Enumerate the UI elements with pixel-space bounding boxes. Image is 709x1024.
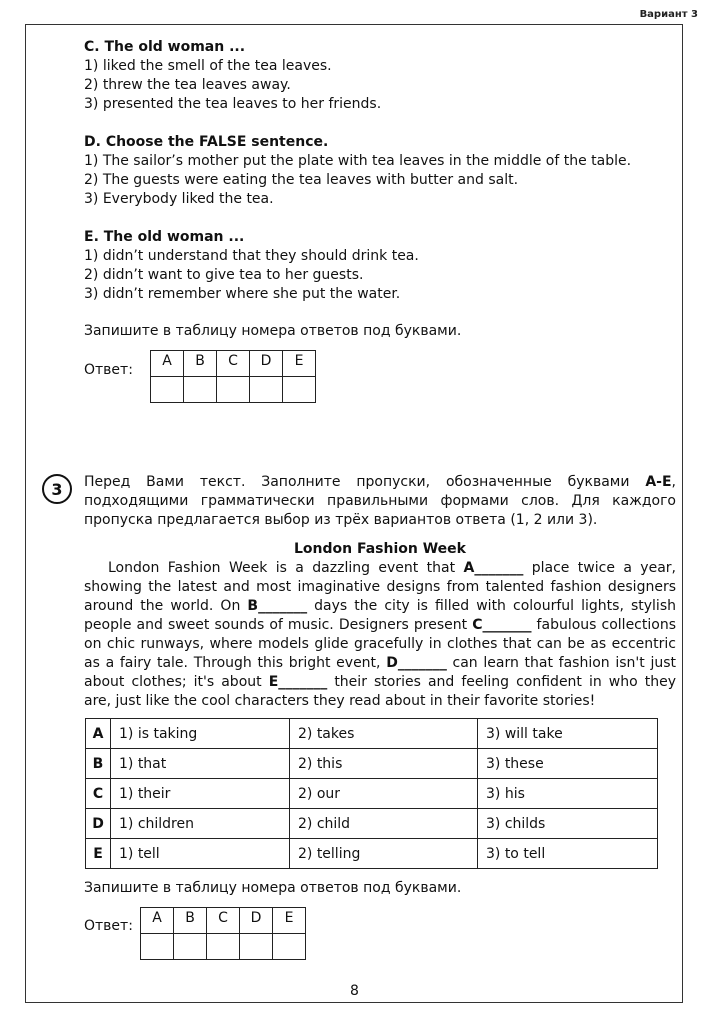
answer-instruction-2: Запишите в таблицу номера ответов под буквами. — [84, 880, 462, 896]
question-e — [84, 228, 419, 304]
question-option: 2) The guests were eating the tea leaves with butter and salt. — [84, 172, 519, 188]
blank-e: E_______ — [268, 674, 328, 690]
answer-cell-b[interactable] — [174, 934, 207, 960]
question-d — [84, 133, 631, 209]
question-option: 1) The sailor’s mother put the plate with tea leaves in the middle of the table. — [84, 153, 632, 169]
question-option: 1) didn’t understand that they should drink tea. — [84, 248, 419, 264]
passage-segment: days the city is filled with colourful lights, stylish people and sweet sounds of music. Designers present — [84, 598, 676, 633]
answer-table-2 — [140, 907, 306, 960]
answer-letter-d: D — [240, 908, 273, 934]
options-row-c — [86, 779, 658, 809]
options-row-a — [86, 719, 658, 749]
answer-letter-e: E — [283, 351, 316, 377]
answer-cell-a[interactable] — [151, 377, 184, 403]
answer-cell-b[interactable] — [184, 377, 217, 403]
option-1: 1) that — [111, 749, 290, 779]
answer-label-2: Ответ: — [84, 918, 133, 934]
passage-segment: their stories and feeling confident in who they are, just like the cool characters they read about in their favorite stories! — [84, 674, 677, 709]
answer-cell-d[interactable] — [250, 377, 283, 403]
option-1: 1) tell — [111, 839, 290, 869]
blank-a: A_______ — [463, 560, 524, 576]
answer-letter-b: B — [174, 908, 207, 934]
instruction-letters: A-E — [645, 474, 672, 490]
blank-b: B_______ — [247, 598, 308, 614]
answer-cell-c[interactable] — [207, 934, 240, 960]
option-1: 1) their — [111, 779, 290, 809]
instruction-text: , подходящими грамматически правильными формами слов. Для каждого пропуска предлагается выбор из трёх вариантов ответа (1, 2 или 3). — [84, 474, 676, 528]
passage-segment: can learn that fashion isn't just about clothes; it's about — [84, 655, 676, 690]
instruction-text: Перед Вами текст. Заполните пропуски, обозначенные буквами — [84, 474, 646, 490]
option-3: 3) childs — [478, 809, 658, 839]
task-number-badge: 3 — [42, 474, 72, 504]
question-title: C. The old woman ... — [84, 39, 246, 55]
option-2: 2) this — [290, 749, 478, 779]
blank-c: C_______ — [472, 617, 532, 633]
option-letter: C — [86, 779, 111, 809]
answer-label: Ответ: — [84, 362, 133, 378]
passage-segment: London Fashion Week is a dazzling event that — [108, 560, 464, 576]
option-letter: E — [86, 839, 111, 869]
option-1: 1) children — [111, 809, 290, 839]
answer-letter-c: C — [217, 351, 250, 377]
option-3: 3) his — [478, 779, 658, 809]
answer-cell-d[interactable] — [240, 934, 273, 960]
answer-letter-a: A — [151, 351, 184, 377]
question-option: 3) presented the tea leaves to her friends. — [84, 96, 382, 112]
option-2: 2) telling — [290, 839, 478, 869]
question-option: 2) didn’t want to give tea to her guests. — [84, 267, 364, 283]
blank-d: D_______ — [386, 655, 447, 671]
option-letter: B — [86, 749, 111, 779]
options-row-b — [86, 749, 658, 779]
passage-segment: fabulous collections on chic runways, where models glide gracefully in clothes that can be as eccentric as a fairy tale. Through this bright event, — [84, 617, 676, 671]
question-title: E. The old woman ... — [84, 229, 245, 245]
answer-letter-d: D — [250, 351, 283, 377]
answer-cell-e[interactable] — [283, 377, 316, 403]
passage-segment: place twice a year, showing the latest and most imaginative designs from talented fashion designers around the world. On — [84, 560, 676, 614]
variant-label: Вариант 3 — [639, 9, 698, 20]
passage-text — [84, 559, 676, 711]
answer-letter-c: C — [207, 908, 240, 934]
task3-instruction — [84, 473, 676, 530]
option-2: 2) child — [290, 809, 478, 839]
answer-cell-a[interactable] — [141, 934, 174, 960]
option-2: 2) our — [290, 779, 478, 809]
option-1: 1) is taking — [111, 719, 290, 749]
question-option: 3) Everybody liked the tea. — [84, 191, 274, 207]
question-c — [84, 38, 381, 114]
option-3: 3) to tell — [478, 839, 658, 869]
option-2: 2) takes — [290, 719, 478, 749]
answer-letter-a: A — [141, 908, 174, 934]
page-number: 8 — [350, 983, 359, 999]
option-3: 3) will take — [478, 719, 658, 749]
answer-letter-b: B — [184, 351, 217, 377]
question-option: 3) didn’t remember where she put the water. — [84, 286, 401, 302]
passage-title: London Fashion Week — [294, 541, 466, 557]
options-row-e — [86, 839, 658, 869]
options-table — [85, 718, 658, 869]
answer-cell-e[interactable] — [273, 934, 306, 960]
question-option: 2) threw the tea leaves away. — [84, 77, 291, 93]
question-option: 1) liked the smell of the tea leaves. — [84, 58, 332, 74]
option-letter: D — [86, 809, 111, 839]
question-title: D. Choose the FALSE sentence. — [84, 134, 329, 150]
option-letter: A — [86, 719, 111, 749]
answer-table — [150, 350, 316, 403]
answer-instruction: Запишите в таблицу номера ответов под буквами. — [84, 323, 462, 339]
option-3: 3) these — [478, 749, 658, 779]
answer-cell-c[interactable] — [217, 377, 250, 403]
options-row-d — [86, 809, 658, 839]
answer-letter-e: E — [273, 908, 306, 934]
